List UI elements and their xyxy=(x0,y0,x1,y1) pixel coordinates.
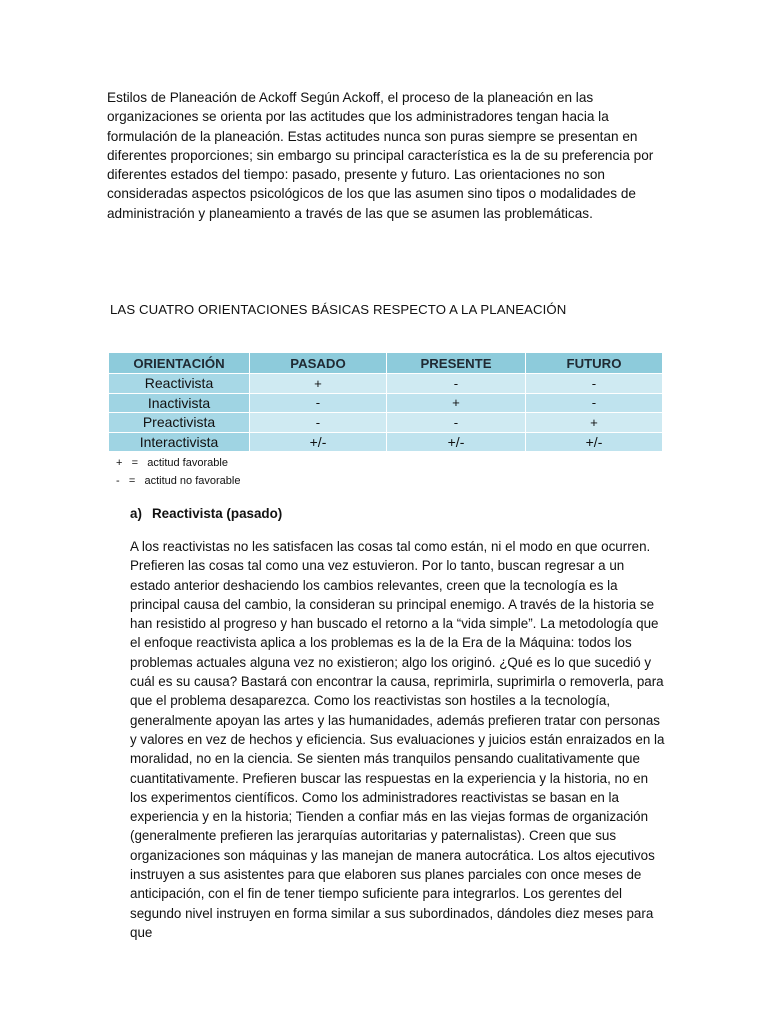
table-legend xyxy=(116,455,240,490)
subsection-heading xyxy=(130,506,282,521)
orientations-table xyxy=(108,352,663,452)
subsection-title: Reactivista (pasado) xyxy=(152,506,283,521)
table-cell: +/- xyxy=(387,432,526,452)
legend-text: actitud favorable xyxy=(147,457,228,469)
subsection-marker: a) xyxy=(130,506,142,521)
table-cell-orientation: Preactivista xyxy=(109,413,250,433)
table-cell-orientation: Reactivista xyxy=(109,374,250,394)
table-row xyxy=(109,413,663,433)
table-cell-orientation: Inactivista xyxy=(109,393,250,413)
table-cell: +/- xyxy=(250,432,387,452)
table-header: PASADO xyxy=(250,353,387,374)
table-cell: - xyxy=(526,374,663,394)
table-cell: - xyxy=(387,413,526,433)
table-header: FUTURO xyxy=(526,353,663,374)
table-header: PRESENTE xyxy=(387,353,526,374)
legend-item-unfavorable xyxy=(116,473,240,491)
table-cell: - xyxy=(526,393,663,413)
table-header-row xyxy=(109,353,663,374)
table-row xyxy=(109,393,663,413)
legend-symbol: - xyxy=(116,474,120,487)
legend-text: actitud no favorable xyxy=(144,474,241,487)
legend-equals: = xyxy=(128,474,136,487)
table-header: ORIENTACIÓN xyxy=(109,353,250,374)
table-row xyxy=(109,432,663,452)
table-cell: + xyxy=(387,393,526,413)
table-cell: + xyxy=(526,413,663,433)
table-row xyxy=(109,374,663,394)
legend-equals: = xyxy=(131,457,139,469)
table-cell: - xyxy=(250,413,387,433)
body-paragraph: A los reactivistas no les satisfacen las cosas tal como están, ni el modo en que ocurren. Prefieren las cosas tal como una vez estuvieron. Por lo tanto, buscan regresar a un estado anterior deshaciendo los cambios relevantes, creen que la tecnología es la principal causa del cambio, la consideran su principal enemigo. A través de la historia se han resistido al progreso y han buscado el retorno a la “vida simple”. La metodología que el enfoque reactivista aplica a los problemas es la de la Era de la Máquina: todos los problemas actuales alguna vez no existieron; algo los originó. ¿Qué es lo que sucedió y cuál es su causa? Bastará con encontrar la causa, reprimirla, suprimirla o removerla, para que el problema desaparezca. Como los reactivistas son hostiles a la tecnología, generalmente apoyan las artes y las humanidades, además prefieren tratar con personas y valores en vez de hechos y eficiencia. Sus evaluaciones y juicios están enraizados en la moralidad, no en la ciencia. Se sienten más tranquilos pensando cualitativamente que cuantitativamente. Prefieren buscar las respuestas en la experiencia y la historia, no en los experimentos científicos. Como los administradores reactivistas se basan en la experiencia y en la historia; Tienden a confiar más en las viejas formas de organización (generalmente prefieren las jerarquías autoritarias y paternalistas). Creen que sus organizaciones son máquinas y las manejan de manera autocrática. Los altos ejecutivos instruyen a sus asistentes para que elaboren sus planes parciales con once meses de anticipación, con el fin de tener tiempo suficiente para integrarlos. Los gerentes del segundo nivel instruyen en forma similar a sus subordinados, dándoles diez meses para que xyxy=(130,539,665,940)
table-cell: - xyxy=(387,374,526,394)
table-cell: + xyxy=(250,374,387,394)
table-cell: - xyxy=(250,393,387,413)
legend-symbol: + xyxy=(116,457,123,469)
intro-paragraph: Estilos de Planeación de Ackoff Según Ackoff, el proceso de la planeación en las organizaciones se orienta por las actitudes que los administradores tengan hacia la formulación de la planeación. Estas actitudes nunca son puras siempre se presentan en diferentes proporciones; sin embargo su principal característica es la de su preferencia por diferentes estados del tiempo: pasado, presente y futuro. Las orientaciones no son consideradas aspectos psicológicos de los que las asumen sino tipos o modalidades de administración y planeamiento a través de las que se asumen las problemáticas. xyxy=(107,90,654,221)
legend-item-favorable xyxy=(116,455,240,473)
table-cell: +/- xyxy=(526,432,663,452)
section-title: LAS CUATRO ORIENTACIONES BÁSICAS RESPECTO A LA PLANEACIÓN xyxy=(110,302,567,317)
table-cell-orientation: Interactivista xyxy=(109,432,250,452)
